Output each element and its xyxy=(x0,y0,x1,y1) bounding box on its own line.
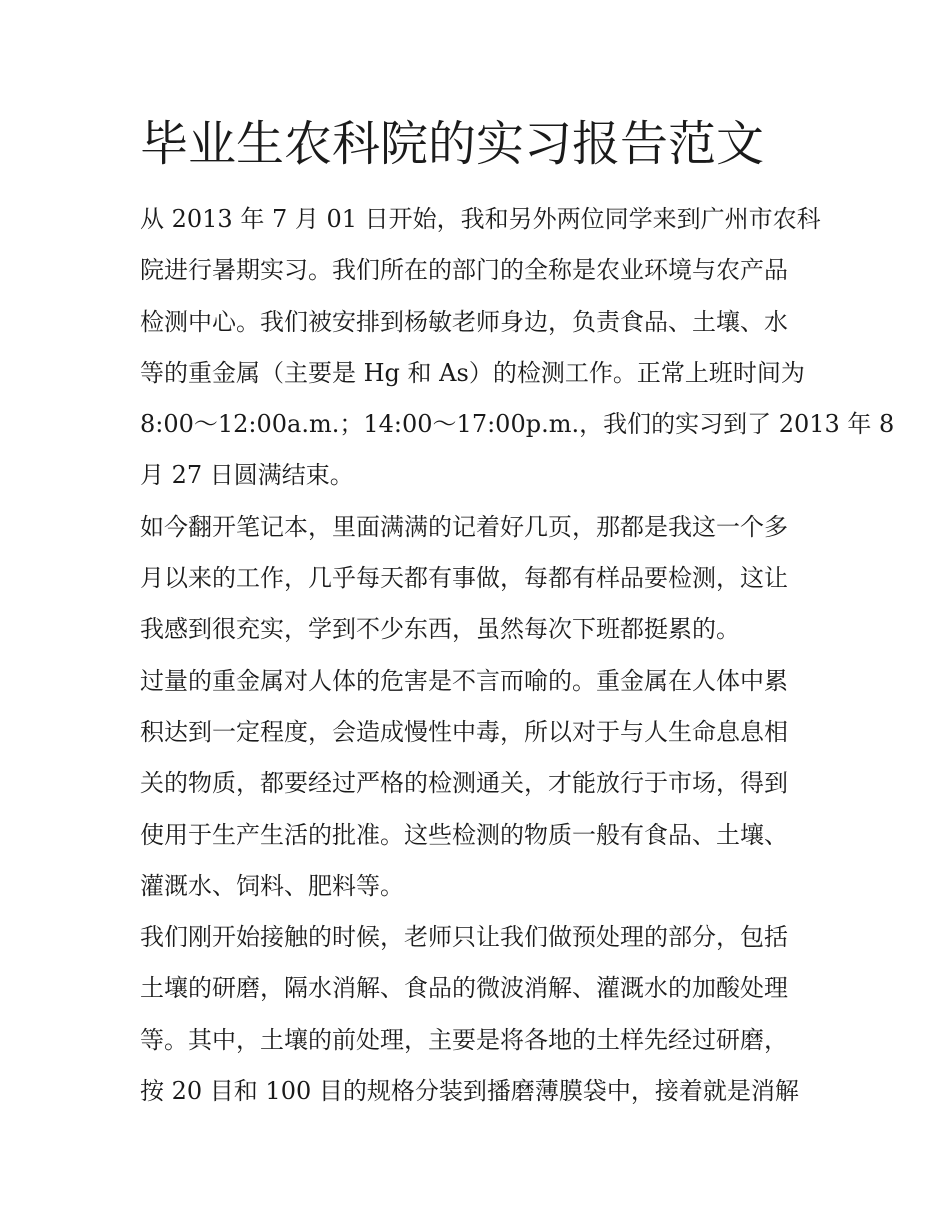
text-line: 院进行暑期实习。我们所在的部门的全称是农业环境与农产品 xyxy=(140,256,788,285)
text-line: 从 2013 年 7 月 01 日开始，我和另外两位同学来到广州市农科 xyxy=(140,205,821,233)
text-line: 等的重金属（主要是 Hg 和 As）的检测工作。正常上班时间为 xyxy=(140,358,805,387)
text-line: 关的物质，都要经过严格的检测通关，才能放行于市场，得到 xyxy=(140,769,788,798)
document-title: 毕业生农科院的实习报告范文 xyxy=(140,116,765,172)
text-line: 过量的重金属对人体的危害是不言而喻的。重金属在人体中累 xyxy=(140,666,788,695)
text-line: 按 20 目和 100 目的规格分装到播磨薄膜袋中，接着就是消解 xyxy=(140,1077,799,1106)
text-line: 灌溉水、饲料、肥料等。 xyxy=(140,871,404,900)
document-page xyxy=(140,112,895,1117)
text-line: 我感到很充实，学到不少东西，虽然每次下班都挺累的。 xyxy=(140,615,740,644)
document-body xyxy=(140,194,895,1117)
text-line: 8:00～12:00a.m.；14:00～17:00p.m.，我们的实习到了 2013 年 8 xyxy=(140,410,895,439)
text-line: 等。其中，土壤的前处理，主要是将各地的土样先经过研磨， xyxy=(140,1025,788,1054)
text-line: 检测中心。我们被安排到杨敏老师身边，负责食品、土壤、水 xyxy=(140,307,788,336)
text-line: 使用于生产生活的批准。这些检测的物质一般有食品、土壤、 xyxy=(140,820,788,849)
text-line: 土壤的研磨，隔水消解、食品的微波消解、灌溉水的加酸处理 xyxy=(140,974,788,1003)
text-line: 积达到一定程度，会造成慢性中毒，所以对于与人生命息息相 xyxy=(140,717,788,746)
text-line: 我们刚开始接触的时候，老师只让我们做预处理的部分，包括 xyxy=(140,923,788,952)
text-line: 月以来的工作，几乎每天都有事做，每都有样品要检测，这让 xyxy=(140,564,788,593)
text-line: 月 27 日圆满结束。 xyxy=(140,461,354,490)
text-line: 如今翻开笔记本，里面满满的记着好几页，那都是我这一个多 xyxy=(140,512,788,541)
